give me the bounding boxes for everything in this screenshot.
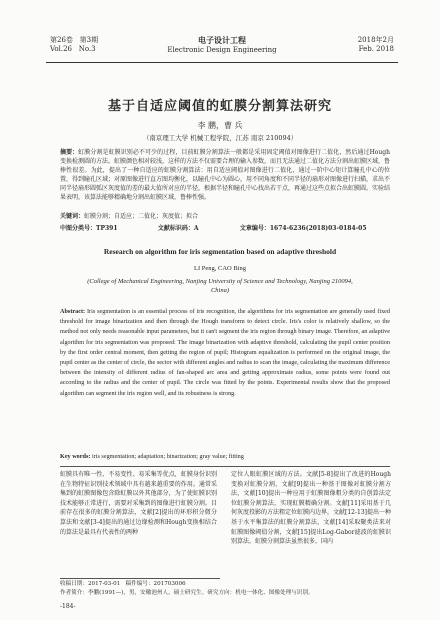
footnote-rule (60, 578, 220, 579)
keywords-en-label: Key words: (60, 453, 91, 460)
authors-en: LI Peng, CAO Bing (194, 265, 246, 272)
classification-line (60, 224, 390, 233)
article-number: 文章编号：1674-6236(2018)03-0184-05 (239, 225, 367, 232)
keywords-cn (60, 212, 390, 221)
affiliation-cn: （南京理工大学 机械工程学院，江苏 南京 210094） (142, 134, 298, 142)
running-header (50, 36, 394, 60)
affiliation-en: (College of Mechanical Engineering, Nanjing University of Science and Technology, Nanjing 210094, China) (87, 278, 353, 294)
document-code: 文献标识码：A (157, 225, 199, 232)
paper-title-cn: 基于自适应阈值的虹膜分割算法研究 (107, 99, 332, 114)
abstract-en (60, 307, 390, 399)
header-issue-en: No.3 (78, 45, 96, 53)
header-issue: 第3期 (79, 36, 99, 44)
header-rule (46, 62, 398, 63)
keywords-cn-label: 关键词： (60, 213, 85, 220)
journal-name-cn: 电子设计工程 (198, 35, 246, 45)
author-bio: 作者简介：李鹏(1991—)，男，安徽池州人，硕士研究生。研究方向：机电一体化、图像处理与识别。 (60, 590, 314, 596)
body-column-right: 定位人眼虹膜区域的方法。文献[5-8]提出了改进的Hough变换对虹膜分割，文献[9]提出一种基于图像对虹膜分割方法，文献[10]提出一种应用于虹膜图像粗分类的自创算法定位虹膜分割算法，实现虹膜精确分割。文献[11]采用基于几何灰度投影的方法粗定位虹膜内边界，文献[12-13]提出一种基于水平集算法的虹膜分割算法，文献[14]采取聚类法来对虹膜图像阈值分割，文献[15]提出Log-Gabor滤波的虹膜识别算法。虹膜分割算法虽然很多，国内 (231, 471, 391, 546)
paper-title-en: Research on algorithm for iris segmentation based on adaptive threshold (103, 247, 337, 256)
date-cn: 2018年2月 (357, 36, 394, 44)
abstract-cn (60, 148, 390, 202)
authors-cn: 李 鹏，曹 兵 (197, 121, 243, 130)
keywords-en-text: iris segmentation; adaptation; binarization; gray value; fitting (91, 453, 244, 460)
journal-name-en: Electronic Design Engineering (167, 46, 277, 54)
footnotes (60, 580, 220, 588)
abstract-cn-text: 虹膜分割是虹膜识别必不可少的过程，目前虹膜分割算法一般都是采用固定阈值对图像进行二值化，然后通过Hough变换检测圆的方法。虹膜颜色相对较浅，这样的方法不仅需要合理的输入参数，而且无法通过二值化方法分割出虹膜区域，鲁棒性很差。为此，提出了一种自适应的虹膜分割算法：用自适应阈值对图像进行二值化，通过一阶中心矩计算瞳孔中心的位置，得到瞳孔区域；对原图像进行直方图均衡化，以瞳孔中心为圆心，用不同角度和不同半径的扇形对图像进行扫描，求出不同半径扇形圆弧区灰度值的差的最大值所对应的半径，根据半径和瞳孔中心找出若干点，再通过这些点拟合出虹膜圆。实验结果表明，该算法能够精确地分割出虹膜区域，鲁棒性强。 (60, 149, 391, 201)
header-volume: 第26卷 (50, 36, 73, 44)
page-number: -184- (60, 603, 76, 610)
body-column-left: 虹膜具有唯一性、不易变性、易采集等优点，虹膜身份识别在生物特征识别技术领域中具有越来越重要的作用。通常采集到的虹膜图像包含除虹膜以外其他部分，为了使虹膜识别技术能够正常进行，需要对采集到的图像进行虹膜分割。目前存在很多的虹膜分割算法，文献[2]提出的环形积分微分算法和文献[3-4]提出的通过边缘检测和Hough变换相结合的算法是最具有代表性的两种 (60, 471, 217, 536)
abstract-en-text: Iris segmentation is an essential process of iris recognition, the algorithms for iris segmentation are generally used fixed threshold for image binarization and then through the Hough transform to detect circle. Iris's color is relatively shallow, so the method not only needs reasonable input parameters, but it can't segment the iris region through binary image. Therefore, an adaptive algorithm for iris segmentation was proposed: The image binarization with adaptive threshold, calculating the pupil center position by the first order central moment, then getting the region of pupil; Histogram equalization is performed on the original image, the pupil center as the center of circle, the sector with different angles and radius to scan the image, calculating the maximum difference between the intensity of different radius of fan-shaped arc area and getting approximate radius, some points were found out according to the radius and the center of pupil. The circle was fitted by the points. Experimental results show that the proposed algorithm can segment the iris region well, and its robustness is strong. (60, 308, 390, 397)
received-date: 收稿日期：2017-03-01 (60, 581, 121, 587)
abstract-en-label: Abstract: (60, 308, 86, 315)
date-en: Feb. 2018 (358, 45, 394, 53)
header-date (358, 36, 394, 54)
clc-number: 中图分类号：TP391 (60, 225, 118, 232)
header-volume-en: Vol.26 (50, 45, 72, 53)
keywords-cn-text: 虹膜分割；自适应；二值化；灰度值；拟合 (84, 213, 199, 220)
header-journal (50, 36, 394, 55)
abstract-cn-label: 摘要： (60, 149, 79, 156)
manuscript-number: 稿件编号：201703006 (125, 581, 186, 587)
keywords-en (60, 452, 390, 461)
section-divider (60, 466, 390, 467)
